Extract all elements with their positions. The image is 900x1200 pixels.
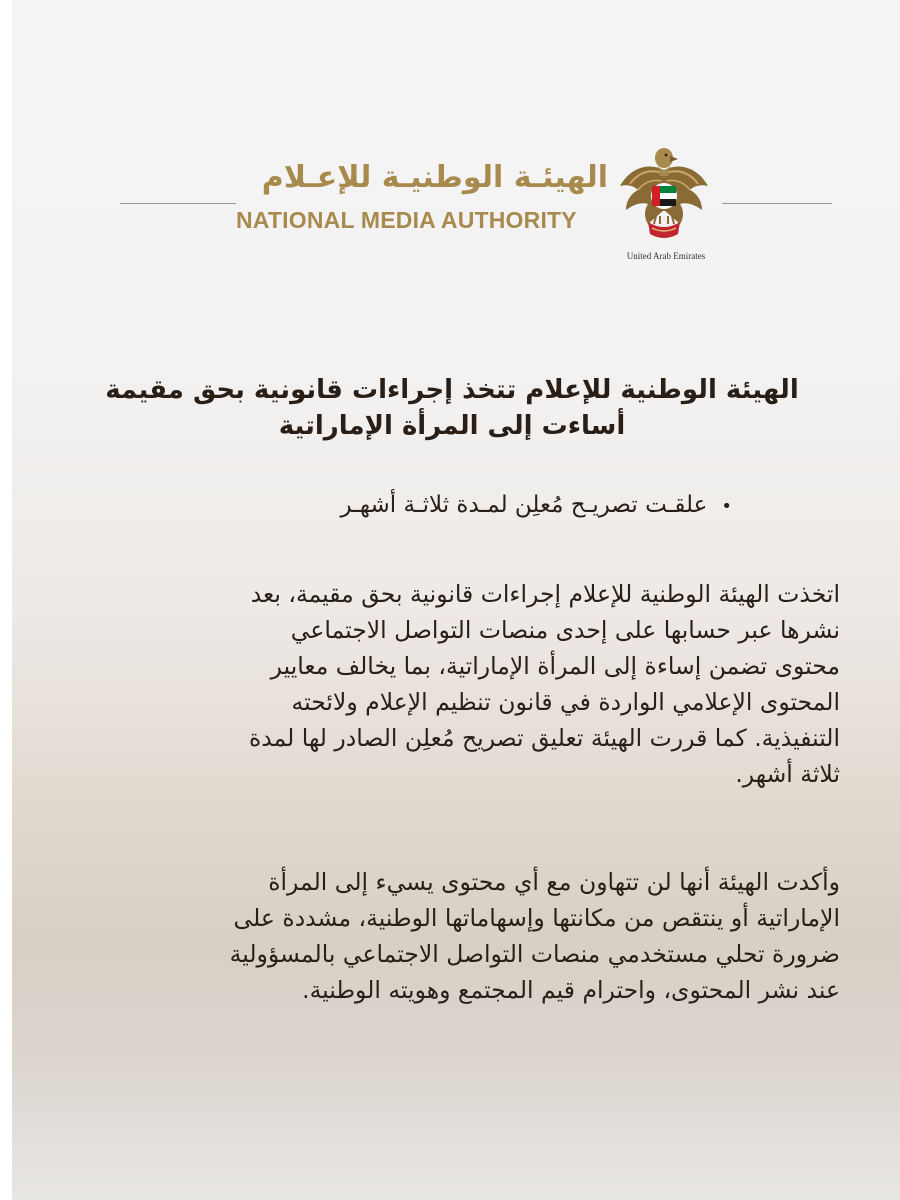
headline-line: أساءت إلى المرأة الإماراتية [278, 411, 626, 441]
headline [72, 372, 832, 444]
header-rule-right [722, 203, 832, 204]
screen-edge [0, 0, 12, 1200]
paragraph-line: محتوى تضمن إساءة إلى المرأة الإماراتية، بما يخالف معايير [270, 652, 840, 680]
paragraph-2 [110, 864, 840, 1008]
emblem-caption: United Arab Emirates [626, 251, 706, 261]
paragraph-line: الإماراتية أو ينتقص من مكانتها وإسهاماتها الوطنية، مشددة على [233, 904, 840, 932]
paragraph-line: المحتوى الإعلامي الواردة في قانون تنظيم الإعلام ولائحته [291, 688, 840, 716]
bullet-point [162, 492, 732, 518]
bullet-text: علقـت تصريـح مُعلِن لمـدة ثلاثـة أشهـر [340, 492, 708, 518]
paragraph-line: نشرها عبر حسابها على إحدى منصات التواصل الاجتماعي [290, 616, 840, 644]
org-name-arabic: الهيئـة الوطنيـة للإعـلام [261, 160, 608, 195]
paragraph-1 [110, 576, 840, 792]
org-name-english: NATIONAL MEDIA AUTHORITY [236, 207, 577, 233]
paragraph-line: اتخذت الهيئة الوطنية للإعلام إجراءات قانونية بحق مقيمة، بعد [250, 580, 840, 608]
paragraph-line: التنفيذية. كما قررت الهيئة تعليق تصريح مُعلِن الصادر لها لمدة [248, 724, 840, 752]
paragraph-line: عند نشر المحتوى، واحترام قيم المجتمع وهويته الوطنية. [302, 976, 840, 1004]
paragraph-line: ضرورة تحلي مستخدمي منصات التواصل الاجتماعي بالمسؤولية [229, 940, 840, 968]
press-release-card [12, 0, 900, 1200]
headline-line: الهيئة الوطنية للإعلام تتخذ إجراءات قانونية بحق مقيمة [105, 375, 799, 405]
bullet-icon: • [721, 496, 732, 517]
uae-eagle-emblem-icon [608, 140, 720, 252]
header-rule-left [120, 203, 236, 204]
paragraph-line: ثلاثة أشهر. [735, 760, 840, 788]
paragraph-line: وأكدت الهيئة أنها لن تتهاون مع أي محتوى يسيء إلى المرأة [268, 868, 840, 896]
